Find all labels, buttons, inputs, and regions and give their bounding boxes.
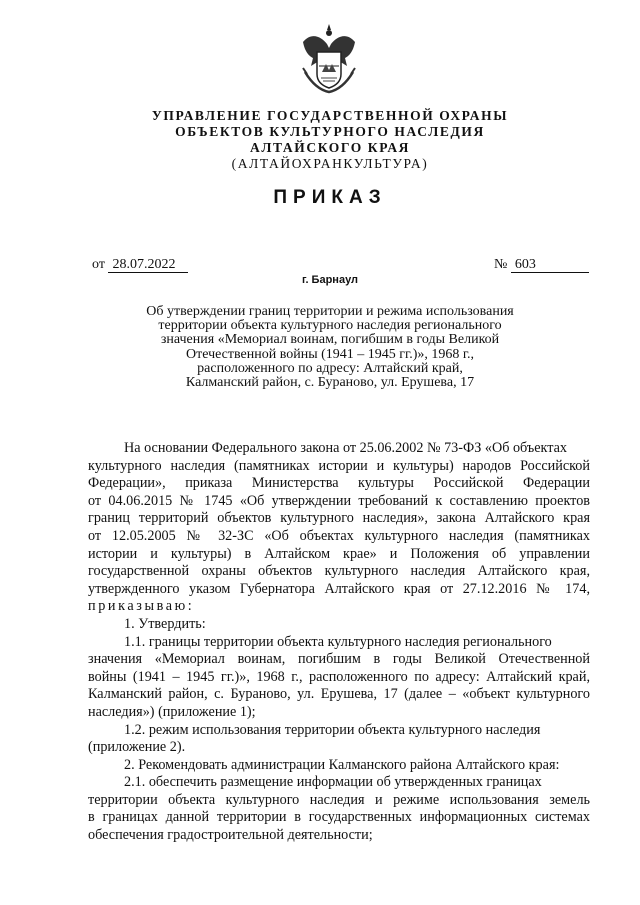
body-line: истории и культуры) в Алтайском крае» и Положения об управлении bbox=[88, 545, 590, 562]
title-line: расположенного по адресу: Алтайский край, bbox=[197, 360, 463, 376]
date-prefix: от bbox=[92, 257, 105, 272]
body-line: На основании Федерального закона от 25.06.2002 № 73-ФЗ «Об объектах bbox=[124, 440, 568, 456]
title-line: значения «Мемориал воинам, погибшим в годы Великой bbox=[160, 332, 500, 348]
body-line: Калманский район, с. Бураново, ул. Ерушева, 17 (далее – «объект культурного bbox=[88, 686, 590, 703]
body-line: границ территорий объектов культурного наследия», закона Алтайского края bbox=[88, 510, 590, 527]
body-item-1-1: 1.1. границы территории объекта культурного наследия регионального bbox=[124, 633, 552, 650]
body-line: от 12.05.2005 № 32-ЗС «Об объектах культурного наследия (памятниках bbox=[88, 527, 590, 544]
body-line: территории объекта культурного наследия и режиме использования земель bbox=[88, 791, 590, 808]
order-number: 603 bbox=[511, 258, 589, 273]
body-item-1-2: 1.2. режим использования территории объекта культурного наследия bbox=[124, 721, 541, 738]
body-line: государственной охраны объектов культурного наследия Алтайского края, bbox=[88, 563, 590, 580]
body-item-1: 1. Утвердить: bbox=[124, 615, 206, 632]
number-prefix: № bbox=[494, 257, 508, 272]
title-line: Об утверждении границ территории и режима использования bbox=[146, 304, 514, 319]
body-line: в границах данной территории в государственных информационных системах bbox=[88, 809, 590, 826]
body-line: значения «Мемориал воинам, погибшим в годы Великой Отечественной bbox=[88, 651, 590, 668]
organization-name-line3: АЛТАЙСКОГО КРАЯ bbox=[249, 140, 411, 155]
body-line-spaced: приказываю: bbox=[88, 598, 195, 615]
body-line: (приложение 2). bbox=[88, 739, 186, 756]
coat-of-arms-emblem bbox=[297, 22, 361, 94]
document-type-heading: ПРИКАЗ bbox=[273, 187, 387, 208]
body-line: Федерации», приказа Министерства культуры Российской Федерации bbox=[88, 475, 590, 492]
organization-short-name: (АЛТАЙОХРАНКУЛЬТУРА) bbox=[231, 156, 429, 171]
organization-name-line1: УПРАВЛЕНИЕ ГОСУДАРСТВЕННОЙ ОХРАНЫ bbox=[151, 108, 509, 123]
title-line: территории объекта культурного наследия регионального bbox=[158, 318, 502, 334]
title-line: Калманский район, с. Бураново, ул. Ерушева, 17 bbox=[185, 375, 475, 391]
body-item-2-1: 2.1. обеспечить размещение информации об утвержденных границах bbox=[124, 774, 542, 791]
body-line: культурного наследия (памятниках истории и культуры) народов Российской bbox=[88, 457, 590, 474]
order-body bbox=[88, 440, 590, 845]
title-line: Отечественной войны (1941 – 1945 гг.)», 1968 г., bbox=[185, 346, 475, 362]
order-number-line bbox=[494, 257, 589, 273]
organization-name-line2: ОБЪЕКТОВ КУЛЬТУРНОГО НАСЛЕДИЯ bbox=[175, 124, 485, 139]
order-title bbox=[110, 305, 550, 390]
city-label: г. Барнаул bbox=[301, 274, 359, 286]
body-line: утвержденного указом Губернатора Алтайского края от 27.12.2016 № 174, bbox=[88, 580, 590, 597]
body-line: от 04.06.2015 № 1745 «Об утверждении требований к составлению проектов bbox=[88, 492, 590, 509]
body-item-2: 2. Рекомендовать администрации Калманского района Алтайского края: bbox=[124, 756, 560, 773]
order-date-line bbox=[92, 257, 188, 273]
body-line: наследия») (приложение 1); bbox=[88, 703, 256, 720]
body-line: войны (1941 – 1945 гг.)», 1968 г., расположенного по адресу: Алтайский край, bbox=[88, 668, 590, 685]
order-date: 28.07.2022 bbox=[108, 258, 188, 273]
body-line: обеспечения градостроительной деятельности; bbox=[88, 827, 373, 844]
